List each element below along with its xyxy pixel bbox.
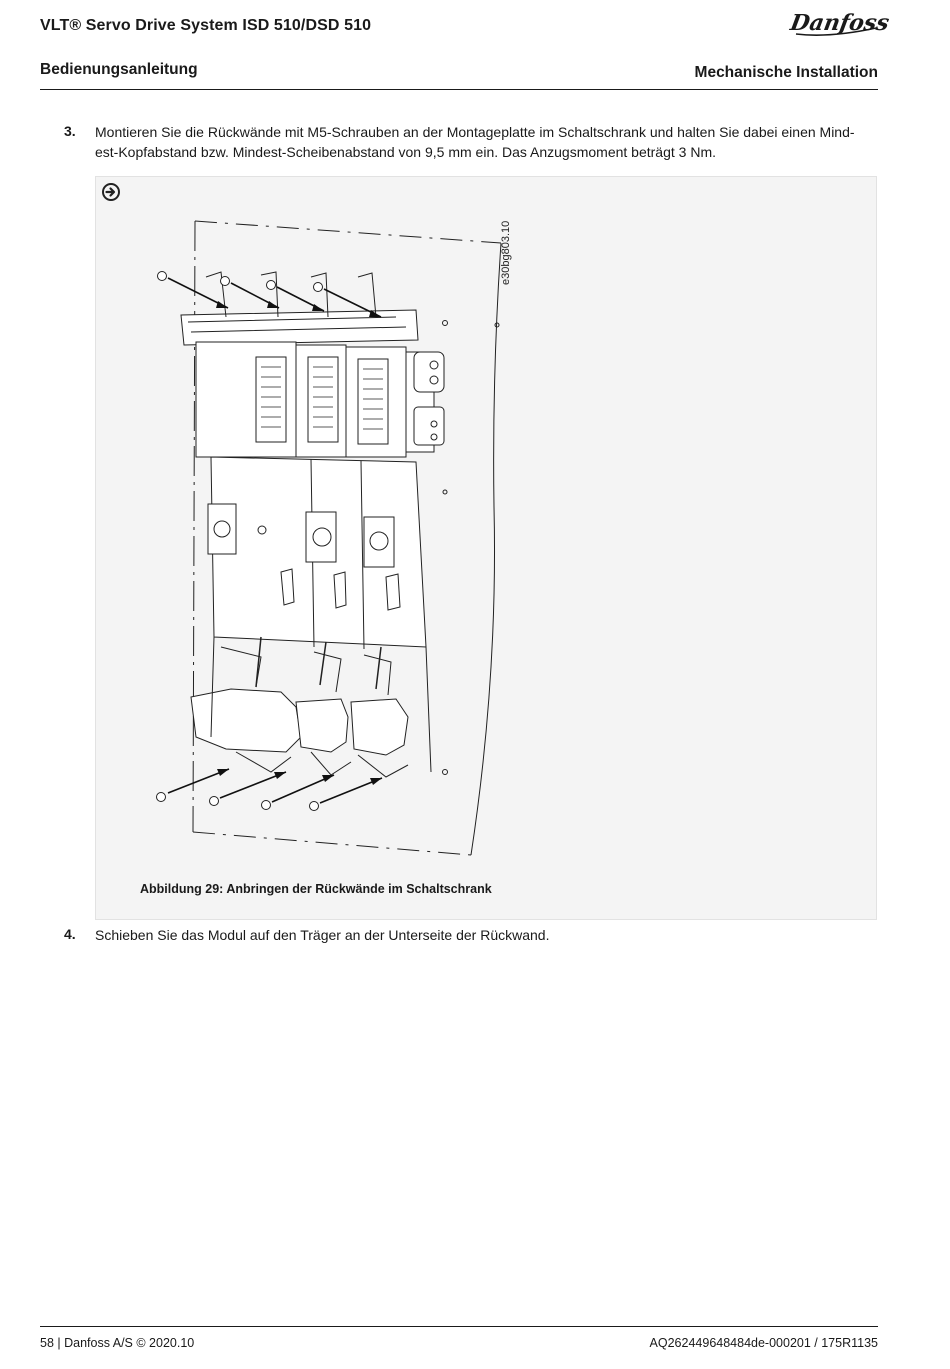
footer-doc-id: AQ262449648484de-000201 / 175R1135: [649, 1336, 878, 1350]
step-4-number: 4.: [64, 926, 76, 942]
danfoss-logo: [788, 4, 892, 40]
backplate-mounting-drawing: [96, 177, 878, 921]
step-3-text-line2: est-Kopfabstand bzw. Mindest-Scheibenabstand von 9,5 mm ein. Das Anzugsmoment beträgt 3 Nm.: [95, 144, 716, 160]
figure-code: e30bg803.10: [500, 220, 512, 285]
header-rule: [40, 89, 878, 90]
document-subtitle: Bedienungsanleitung: [40, 61, 198, 78]
document-title: VLT® Servo Drive System ISD 510/DSD 510: [40, 17, 372, 34]
figure-box: [95, 176, 877, 920]
step-3-text: [95, 122, 881, 162]
step-3-number: 3.: [64, 123, 76, 139]
section-title: Mechanische Installation: [694, 64, 878, 81]
step-4-text: Schieben Sie das Modul auf den Träger an der Unterseite der Rückwand.: [95, 927, 550, 943]
step-3-text-line1: Montieren Sie die Rückwände mit M5-Schrauben an der Montageplatte im Schaltschrank und halten Sie dabei einen Mind-: [95, 124, 855, 140]
footer-rule: [40, 1326, 878, 1327]
svg-text:Danfoss: Danfoss: [788, 10, 892, 36]
footer-page-info: 58 | Danfoss A/S © 2020.10: [40, 1336, 195, 1350]
figure-caption: Abbildung 29: Anbringen der Rückwände im Schaltschrank: [140, 882, 492, 896]
